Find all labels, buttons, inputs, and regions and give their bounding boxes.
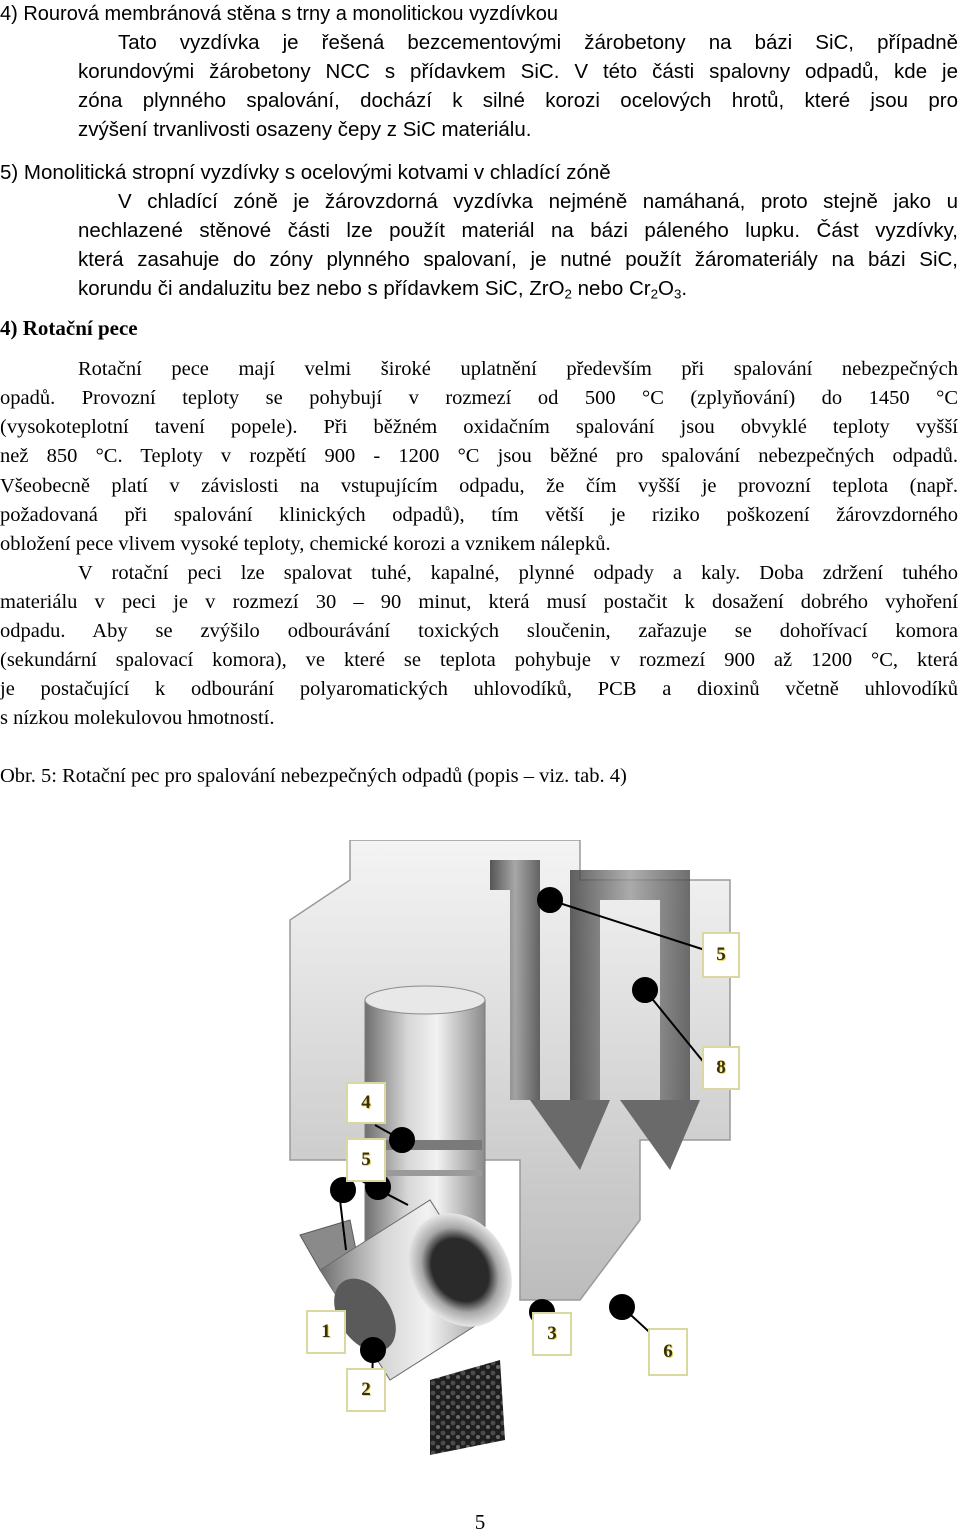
section5-line-2: nechlazené stěnové části lze použít materiál na bázi páleného lupku. Část vyzdívky, (78, 219, 958, 242)
rotary-kiln-figure (280, 840, 740, 1460)
section5-last-middle: nebo Cr (571, 277, 651, 300)
para2-line-5: je postačující k odbourání polyaromatických uhlovodíků, PCB a dioxinů včetně uhlovodíků (0, 678, 958, 700)
rotary-kiln-heading: 4) Rotační pece (0, 316, 138, 340)
para1-line-5: Všeobecně platí v závislosti na vstupujícím odpadu, že čím vyšší je provozní teplota (např. (0, 475, 958, 497)
para1-line-1: Rotační pece mají velmi široké uplatnění především při spalování nebezpečných (78, 358, 958, 380)
pointer-8-dot (633, 978, 657, 1002)
section4-line-1: Tato vyzdívka je řešená bezcementovými žárobetony na bázi SiC, případně (118, 31, 958, 54)
figure-label-3: 3 (532, 1312, 572, 1356)
figure-label-6: 6 (648, 1328, 688, 1376)
para1-line-6: požadovaná při spalování klinických odpadů), tím větší je riziko poškození žárovzdorného (0, 504, 958, 526)
ash-pile (430, 1360, 505, 1455)
figure-label-5-right: 5 (702, 932, 740, 978)
para1-line-3: (vysokoteplotní tavení popele). Při běžném oxidačním spalování jsou obvyklé teploty vyšší (0, 416, 958, 438)
figure-label-8: 8 (702, 1046, 740, 1090)
column-top (365, 986, 485, 1014)
figure-label-1: 1 (306, 1310, 346, 1354)
para1-line-2: opadů. Provozní teploty se pohybují v rozmezí od 500 °C (zplyňování) do 1450 °C (0, 387, 958, 409)
section5-heading: 5) Monolitická stropní vyzdívky s ocelovými kotvami v chladící zóně (0, 161, 611, 184)
para2-line-2: materiálu v peci je v rozmezí 30 – 90 minut, která musí postačit k dosažení dobrého vyhoření (0, 591, 958, 613)
section5-last-after: O (658, 277, 674, 300)
para2-line-4: (sekundární spalovací komora), ve které se teplota pohybuje v rozmezí 900 až 1200 °C, která (0, 649, 958, 671)
page-number: 5 (474, 1510, 486, 1534)
section4-line-3: zóna plynného spalování, dochází k silné korozi ocelových hrotů, které jsou pro (78, 89, 958, 112)
o3-subscript: 3 (673, 286, 682, 302)
pointer-2-dot (361, 1338, 385, 1362)
figure-label-4: 4 (346, 1082, 386, 1124)
section5-line-4 (78, 274, 687, 303)
para2-line-3: odpadu. Aby se zvýšilo odbourávání toxických sloučenin, zařazuje se dohořívací komora (0, 620, 958, 642)
para2-line-1: V rotační peci lze spalovat tuhé, kapalné, plynné odpady a kaly. Doba zdržení tuhého (78, 562, 958, 584)
section5-last-prefix: korundu či andaluzitu bez nebo s přídavkem SiC, ZrO (78, 277, 565, 300)
pointer-5-right-dot (538, 888, 562, 912)
figure-caption: Obr. 5: Rotační pec pro spalování nebezpečných odpadů (popis – viz. tab. 4) (0, 765, 627, 787)
figure-label-2: 2 (346, 1368, 386, 1412)
para1-line-7: obložení pece vlivem vysoké teploty, chemické korozi a vznikem nálepků. (0, 533, 611, 555)
section4-heading: 4) Rourová membránová stěna s trny a monolitickou vyzdívkou (0, 3, 559, 25)
para2-line-6: s nízkou molekulovou hmotností. (0, 707, 275, 729)
section4-line-4: zvýšení trvanlivosti osazeny čepy z SiC materiálu. (78, 118, 532, 141)
pointer-4-dot (390, 1128, 414, 1152)
zro2-subscript: 2 (564, 286, 572, 302)
section5-line-3: která zasahuje do zóny plynného spalovaní, je nutné použít žáromateriály na bázi SiC, (78, 248, 958, 271)
section5-last-end: . (681, 277, 688, 300)
section5-line-1: V chladící zóně je žárovzdorná vyzdívka nejméně namáhaná, proto stejně jako u (118, 190, 958, 213)
pointer-6-dot (610, 1295, 634, 1319)
para1-line-4: než 850 °C. Teploty v rozpětí 900 - 1200 °C jsou běžné pro spalování nebezpečných odpadů. (0, 445, 958, 467)
cr-subscript: 2 (650, 286, 658, 302)
section4-line-2: korundovými žárobetony NCC s přídavkem SiC. V této části spalovny odpadů, kde je (78, 60, 958, 83)
figure-label-5-left: 5 (346, 1138, 386, 1182)
